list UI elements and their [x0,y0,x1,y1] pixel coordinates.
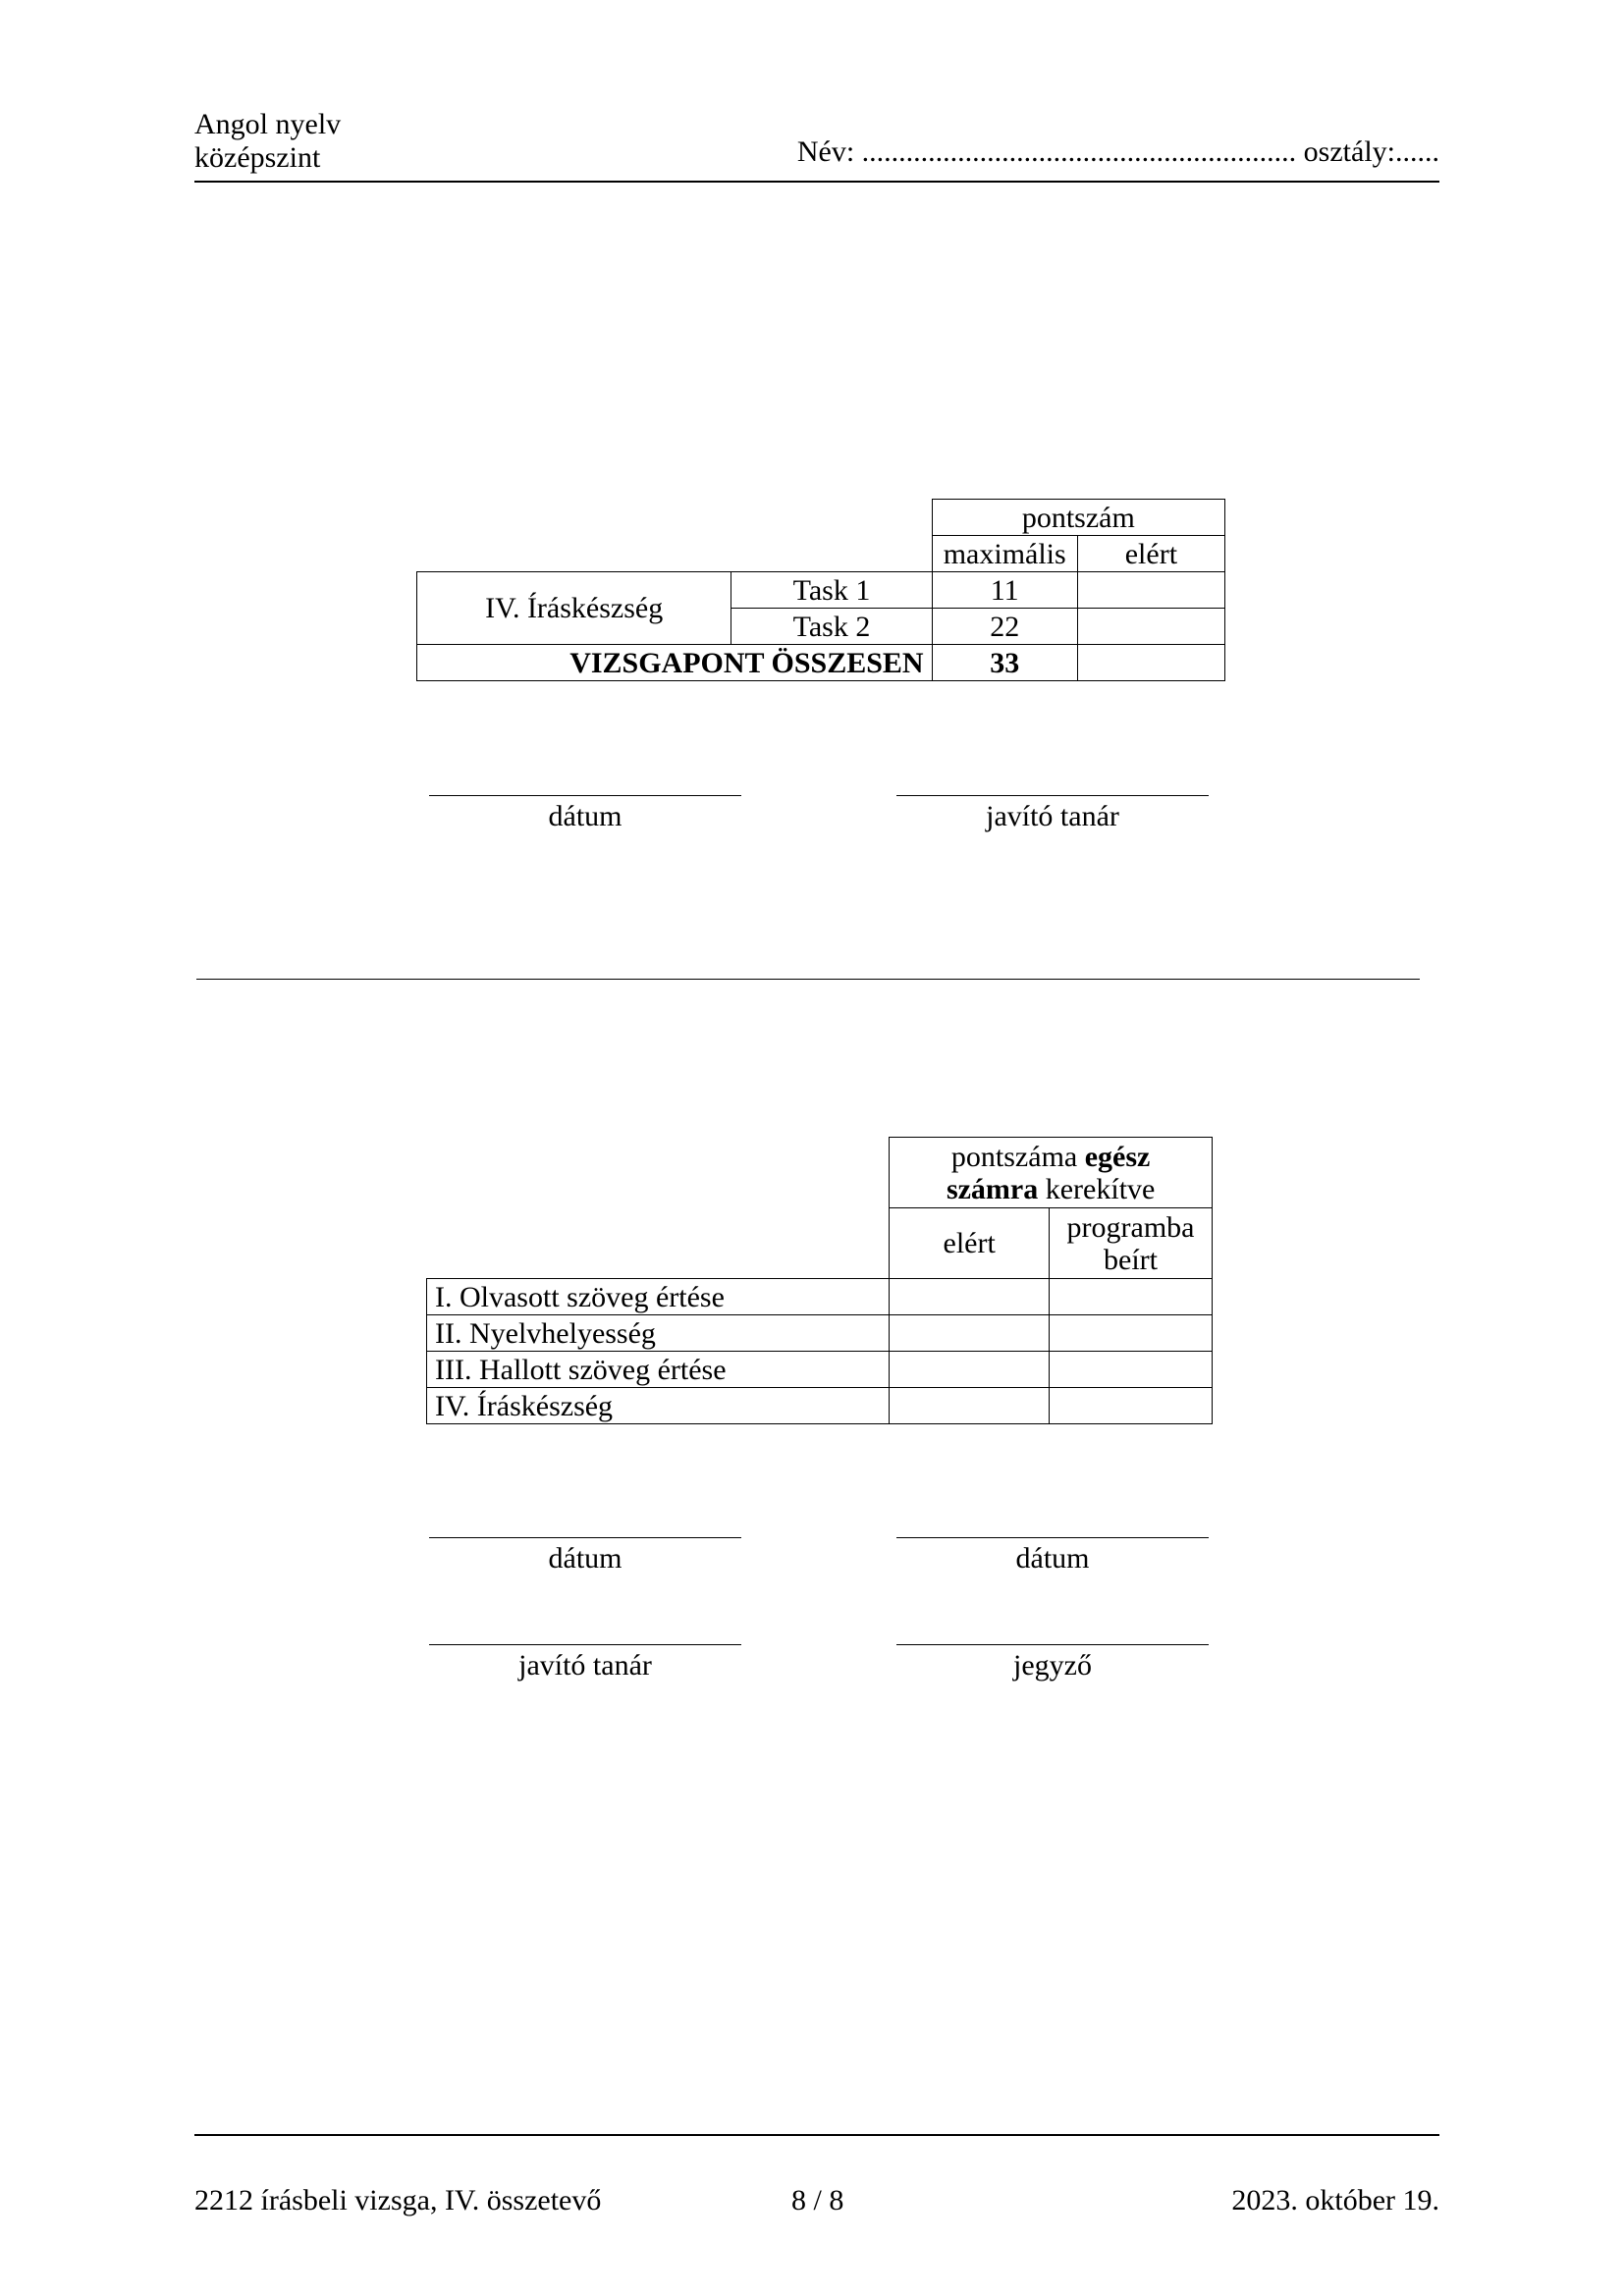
signature-label: jegyző [1013,1649,1092,1682]
signature-label: javító tanár [986,800,1119,832]
task-achieved-cell[interactable] [1077,572,1224,609]
task-label: Task 2 [731,609,932,645]
date-signature [896,1537,1209,1575]
signature-line [896,1644,1209,1645]
signature-label: dátum [548,800,623,832]
signature-line [896,1537,1209,1538]
total-label: VIZSGAPONT ÖSSZESEN [417,645,933,681]
teacher-signature [429,1644,741,1682]
rounded-points-header [890,1138,1213,1208]
final-score-table [426,1137,1213,1424]
header-text: pontszáma [950,1140,1085,1173]
component-label: III. Hallott szöveg értése [427,1352,890,1388]
achieved-cell[interactable] [890,1279,1050,1315]
component-label: II. Nyelvhelyesség [427,1315,890,1352]
signature-label: javító tanár [518,1649,652,1682]
footer-date: 2023. október 19. [1231,2184,1439,2216]
task-max: 11 [932,572,1077,609]
task-achieved-cell[interactable] [1077,609,1224,645]
achieved-cell[interactable] [890,1352,1050,1388]
date-signature [429,1537,741,1575]
entered-cell[interactable] [1050,1388,1213,1424]
achieved-column-header: elért [1077,536,1224,572]
entered-cell[interactable] [1050,1315,1213,1352]
signature-line [896,795,1209,796]
total-achieved-cell[interactable] [1077,645,1224,681]
header-rule [194,181,1439,183]
header-subject-block [194,108,341,175]
writing-score-table [416,499,1225,681]
task-label: Task 1 [731,572,932,609]
section-label: IV. Íráskészség [417,572,731,645]
task-max: 22 [932,609,1077,645]
signature-line [429,1537,741,1538]
max-column-header: maximális [932,536,1077,572]
header-text: kerekítve [1038,1172,1156,1205]
entered-column-header: programba beírt [1050,1208,1213,1279]
signature-label: dátum [548,1542,623,1575]
component-label: I. Olvasott szöveg értése [427,1279,890,1315]
footer-rule [194,2134,1439,2136]
points-group-header: pontszám [932,500,1224,536]
entered-cell[interactable] [1050,1279,1213,1315]
registrar-signature [896,1644,1209,1682]
header-bold-text: egész [1084,1140,1151,1173]
footer-exam-info: 2212 írásbeli vizsga, IV. összetevő [194,2184,602,2216]
component-label: IV. Íráskészség [427,1388,890,1424]
teacher-signature [896,795,1209,833]
name-class-field: Név: ........................................................... osztály:...... [796,135,1439,168]
date-signature [429,795,741,833]
subject-title: Angol nyelv [194,108,342,140]
page-number: 8 / 8 [791,2184,844,2216]
total-max: 33 [932,645,1077,681]
header-bold-text: számra [946,1172,1039,1205]
achieved-column-header: elért [890,1208,1050,1279]
level-title: középszint [194,141,321,174]
achieved-cell[interactable] [890,1388,1050,1424]
entered-cell[interactable] [1050,1352,1213,1388]
signature-line [429,1644,741,1645]
signature-line [429,795,741,796]
signature-label: dátum [1015,1542,1090,1575]
achieved-cell[interactable] [890,1315,1050,1352]
section-separator [196,979,1420,980]
